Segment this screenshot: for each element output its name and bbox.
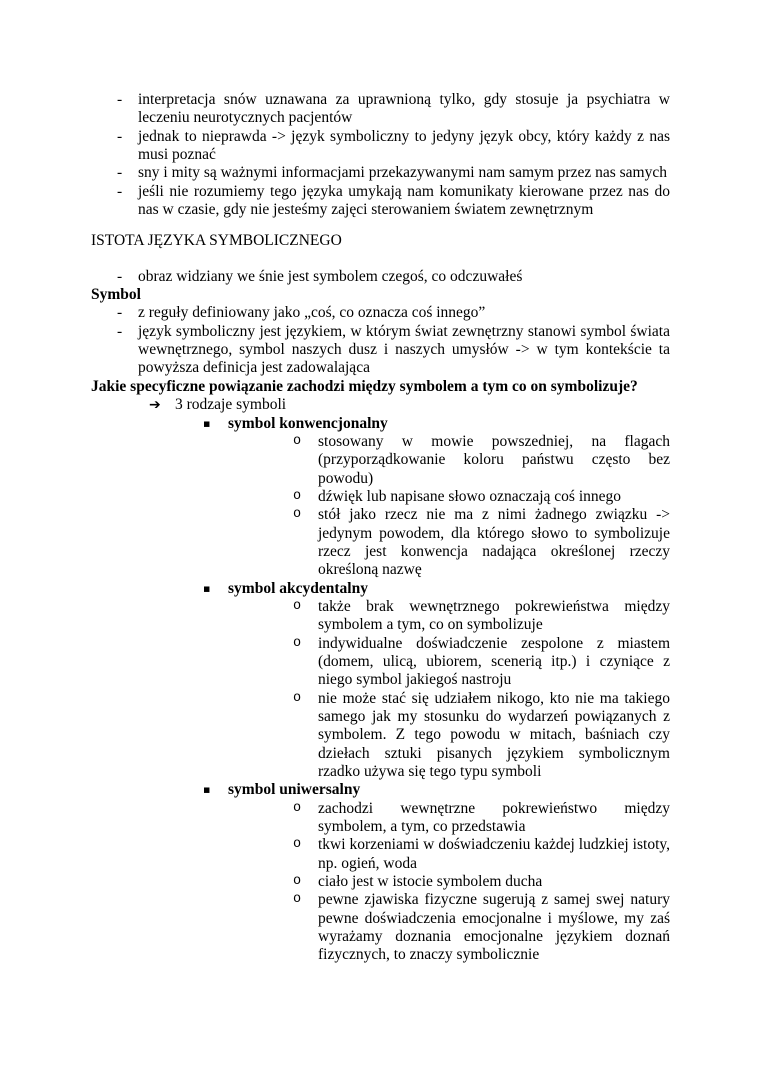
symbol-type-title-text: symbol konwencjonalny	[228, 414, 388, 432]
list-item-text: 3 rodzaje symboli	[175, 396, 287, 414]
section-title: ISTOTA JĘZYKA SYMBOLICZNEGO	[91, 232, 342, 250]
circle-bullet: o	[293, 690, 302, 706]
square-bullet-icon: ▪	[203, 416, 211, 430]
sub-list-item	[91, 690, 670, 782]
blank-spacer	[91, 219, 670, 232]
square-bullet-icon: ▪	[203, 581, 211, 595]
symbol-type-title	[91, 580, 670, 598]
list-item	[91, 164, 670, 182]
dash-bullet: -	[117, 322, 123, 340]
circle-bullet: o	[293, 598, 302, 614]
list-item	[91, 91, 670, 128]
sub-list-item	[91, 433, 670, 488]
sub-list-item-text: ciało jest w istocie symbolem ducha	[318, 873, 543, 891]
circle-bullet: o	[293, 800, 302, 816]
circle-bullet: o	[293, 837, 302, 853]
sub-list-item	[91, 800, 670, 837]
list-item-text: jeśli nie rozumiemy tego języka umykają nam komunikaty kierowane przez nas do nas w czasie, gdy nie jesteśmy zajęci sterowaniem światem zewnętrznym	[138, 182, 670, 219]
circle-bullet: o	[293, 507, 302, 523]
circle-bullet: o	[293, 635, 302, 651]
sub-list-item-text: nie może stać się udziałem nikogo, kto nie ma takiego samego jak my stosunku do wydarzeń powiązanych z symbolem. Z tego powodu w mitach, baśniach czy dziełach sztuki pisanych językiem symbolicznym rzadko używa się tego typu symboli	[318, 689, 670, 781]
list-item	[91, 323, 670, 378]
sub-list-item-text: stosowany w mowie powszedniej, na flagach (przyporządkowanie koloru państwu często bez powodu)	[318, 432, 670, 487]
blank-spacer	[91, 251, 670, 268]
arrow-list-item	[91, 396, 670, 414]
list-item-text: obraz widziany we śnie jest symbolem czegoś, co odczuwałeś	[138, 267, 523, 285]
list-item-text: z reguły definiowany jako „coś, co oznacza coś innego”	[138, 304, 486, 322]
sub-list-item	[91, 836, 670, 873]
dash-bullet: -	[117, 127, 123, 145]
sub-list-item-text: zachodzi wewnętrzne pokrewieństwo między symbolem, a tym, co przedstawia	[318, 799, 670, 836]
circle-bullet: o	[293, 892, 302, 908]
circle-bullet: o	[293, 433, 302, 449]
dash-bullet: -	[117, 304, 123, 322]
sub-list-item-text: także brak wewnętrznego pokrewieństwa między symbolem a tym, co on symbolizuje	[318, 597, 670, 634]
sub-list-item	[91, 873, 670, 891]
list-item-text: jednak to nieprawda -> język symboliczny to jedyny język obcy, który każdy z nas musi poznać	[138, 127, 670, 164]
symbol-type-title-text: symbol uniwersalny	[228, 781, 361, 799]
list-item	[91, 268, 670, 286]
sub-list-item-text: stół jako rzecz nie ma z nimi żadnego związku -> jedynym powodem, dla którego słowo to symbolizuje rzecz jest konwencja nadająca określonej rzeczy określoną nazwę	[318, 506, 670, 579]
circle-bullet: o	[293, 874, 302, 890]
list-item-text: sny i mity są ważnymi informacjami przekazywanymi nam samym przez nas samych	[138, 164, 667, 182]
circle-bullet: o	[293, 488, 302, 504]
sub-list-item-text: indywidualne doświadczenie zespolone z miastem (domem, ulicą, ubiorem, scenerią itp.) i czyniące z niego symbol jakiegoś nastroju	[318, 634, 670, 689]
sub-list-item	[91, 891, 670, 964]
arrow-bullet-icon: ➔	[149, 397, 161, 414]
symbol-heading: Symbol	[91, 286, 141, 304]
list-item-text: interpretacja snów uznawana za uprawnioną tylko, gdy stosuje ja psychiatra w leczeniu neurotycznych pacjentów	[138, 91, 670, 127]
dash-bullet: -	[117, 164, 123, 182]
sub-list-item-text: dźwięk lub napisane słowo oznaczają coś innego	[318, 487, 622, 505]
list-item-text: język symboliczny jest językiem, w którym świat zewnętrzny stanowi symbol świata wewnętrznego, symbol naszych dusz i naszych umysłów -> w tym kontekście ta powyższa definicja jest zadowalająca	[138, 322, 670, 377]
question-heading: Jakie specyficzne powiązanie zachodzi między symbolem a tym co on symbolizuje?	[91, 377, 638, 395]
list-item	[91, 304, 670, 322]
sub-list-item	[91, 598, 670, 635]
list-item	[91, 183, 670, 220]
dash-bullet: -	[117, 91, 123, 108]
square-bullet-icon: ▪	[203, 783, 211, 797]
list-item	[91, 128, 670, 165]
symbol-type-title	[91, 415, 670, 433]
dash-bullet: -	[117, 182, 123, 200]
sub-list-item	[91, 488, 670, 506]
symbol-type-title	[91, 781, 670, 799]
symbol-type-title-text: symbol akcydentalny	[228, 579, 368, 597]
sub-list-item-text: pewne zjawiska fizyczne sugerują z samej swej natury pewne doświadczenia emocjonalne i myślowe, my zaś wyrażamy doznania emocjonalne językiem doznań fizycznych, to znaczy symbolicznie	[318, 891, 670, 964]
sub-list-item-text: tkwi korzeniami w doświadczeniu każdej ludzkiej istoty, np. ogień, woda	[318, 836, 670, 872]
sub-list-item	[91, 506, 670, 579]
sub-list-item	[91, 635, 670, 690]
dash-bullet: -	[117, 267, 123, 285]
